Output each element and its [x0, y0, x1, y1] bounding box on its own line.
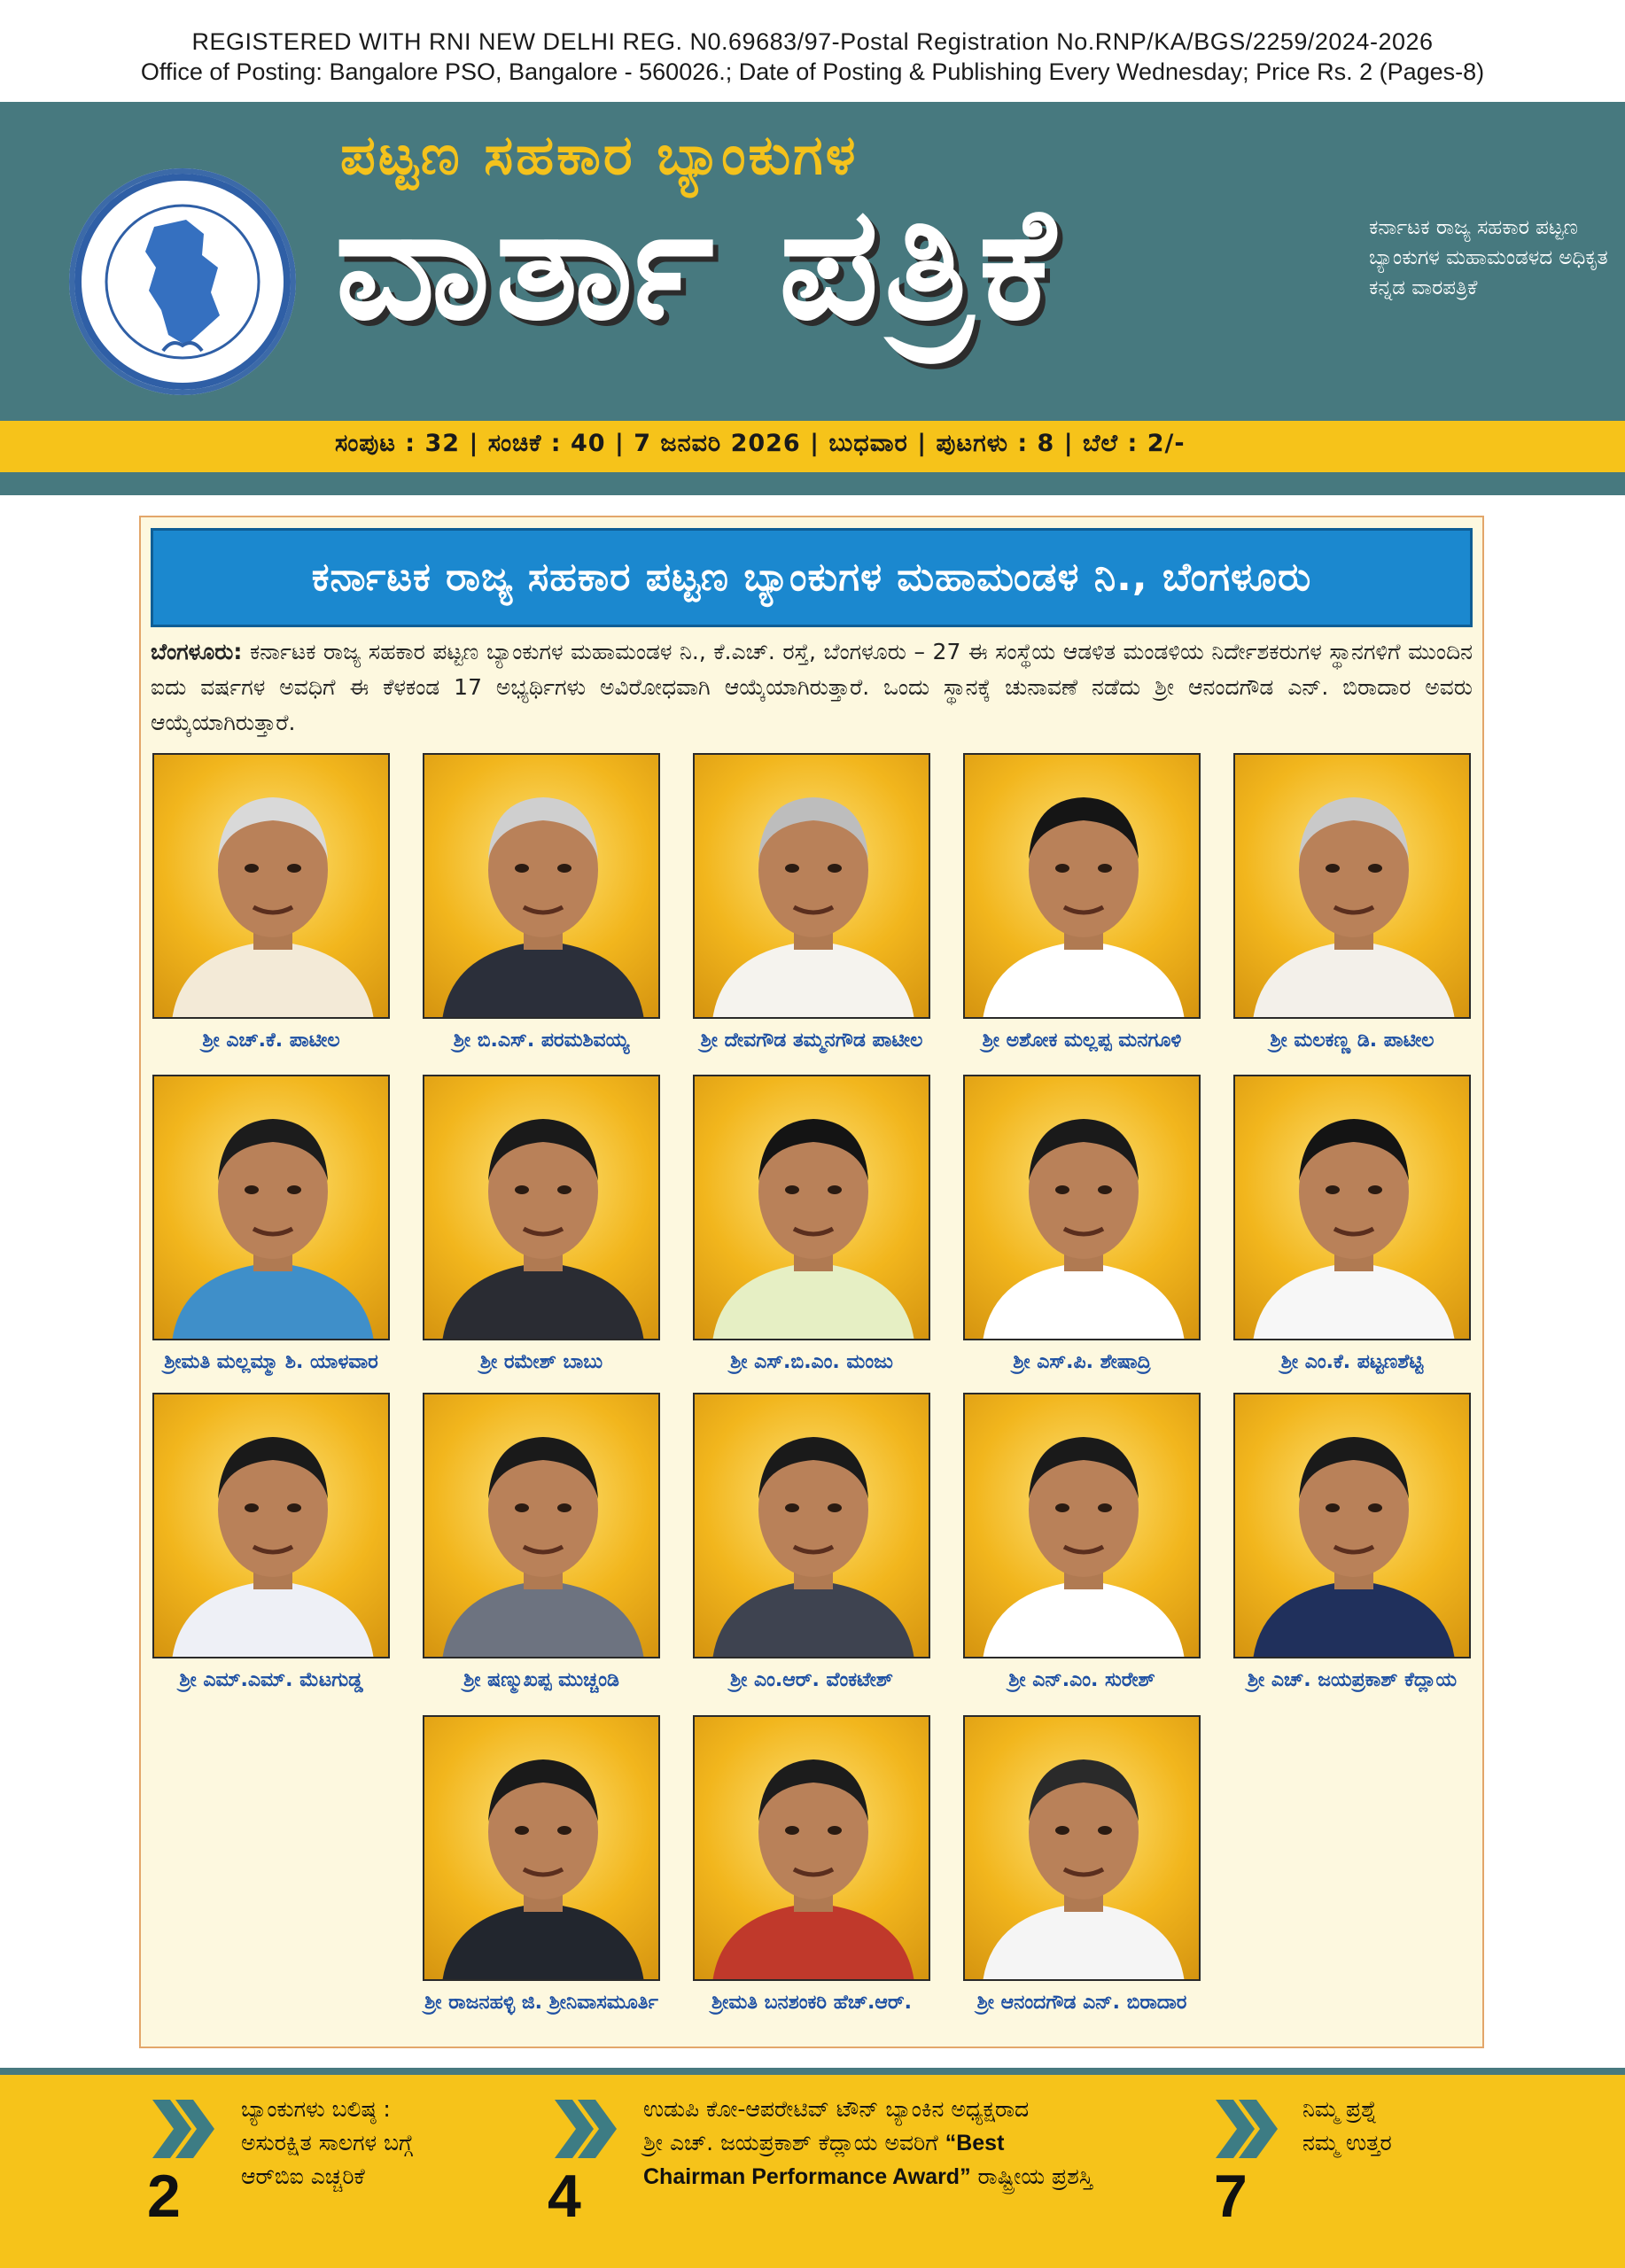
member-portrait	[693, 1075, 930, 1340]
member-name: ಶ್ರೀ ದೇವಗೌಡ ತಮ್ಮನಗೌಡ ಪಾಟೀಲ	[700, 1029, 923, 1052]
member-portrait	[1233, 1393, 1471, 1658]
dateline: ಬೆಂಗಳೂರು:	[151, 639, 243, 664]
teaser-line: ನಿಮ್ಮ ಪ್ರಶ್ನೆ	[1302, 2096, 1378, 2122]
member-portrait	[963, 753, 1201, 1019]
teaser-line	[643, 2126, 1092, 2160]
member-name: ಶ್ರೀ ಮಲಕಣ್ಣ ಡಿ. ಪಾಟೀಲ	[1270, 1029, 1435, 1052]
member-name: ಶ್ರೀ ಎಚ್. ಜಯಪ್ರಕಾಶ್ ಕೆದ್ಲಾಯ	[1247, 1669, 1458, 1691]
portrait-icon	[695, 1076, 930, 1340]
member-portrait	[1233, 1075, 1471, 1340]
teaser-line	[643, 2160, 1092, 2194]
feature-headline: ಕರ್ನಾಟಕ ರಾಜ್ಯ ಸಹಕಾರ ಪಟ್ಟಣ ಬ್ಯಾಂಕುಗಳ ಮಹಾಮಂಡಳ ನಿ., ಬೆಂಗಳೂರು	[311, 555, 1312, 600]
portrait-icon	[965, 1394, 1201, 1658]
teaser-page-number: 4	[548, 2163, 581, 2230]
federation-logo	[69, 168, 296, 395]
member-name: ಶ್ರೀ ಷಣ್ಮುಖಪ್ಪ ಮುಚ್ಚಂಡಿ	[463, 1669, 619, 1691]
member-portrait	[963, 1715, 1201, 1981]
member-portrait	[423, 1393, 660, 1658]
member-name: ಶ್ರೀ ರಾಜನಹಳ್ಳಿ ಜಿ. ಶ್ರೀನಿವಾಸಮೂರ್ತಿ	[424, 1992, 658, 2014]
member-name: ಶ್ರೀ ಆನಂದಗೌಡ ಎನ್. ಬಿರಾದಾರ	[976, 1992, 1187, 2014]
chevron-right-icon	[555, 2100, 617, 2158]
member-portrait	[693, 1393, 930, 1658]
portrait-icon	[424, 1076, 660, 1340]
member-name: ಶ್ರೀ ಬಿ.ಎಸ್. ಪರಮಶಿವಯ್ಯ	[453, 1029, 630, 1052]
teaser-fragment: “Best	[945, 2131, 1005, 2155]
member-portrait	[423, 753, 660, 1019]
footer-divider	[0, 2068, 1625, 2075]
member-portrait	[423, 1715, 660, 1981]
member-name: ಶ್ರೀ ರಮೇಶ್ ಬಾಬು	[479, 1351, 603, 1373]
member-name: ಶ್ರೀ ಎಂ.ಕೆ. ಪಟ್ಟಣಶೆಟ್ಟಿ	[1280, 1351, 1424, 1373]
member-name: ಶ್ರೀ ಅಶೋಕ ಮಲ್ಲಪ್ಪ ಮನಗೂಳಿ	[982, 1029, 1182, 1052]
portrait-icon	[154, 1394, 390, 1658]
member-portrait	[693, 1715, 930, 1981]
member-portrait	[1233, 753, 1471, 1019]
member-name: ಶ್ರೀಮತಿ ಮಲ್ಲಮ್ಮಾ ಶಿ. ಯಾಳವಾರ	[164, 1351, 378, 1373]
teaser-fragment: ಶ್ರೀ ಎಚ್. ಜಯಪ್ರಕಾಶ್ ಕೆದ್ಲಾಯ ಅವರಿಗೆ	[643, 2130, 945, 2155]
portrait-icon	[154, 755, 390, 1019]
member-portrait	[152, 1075, 390, 1340]
portrait-icon	[1235, 755, 1471, 1019]
teaser-text[interactable]	[1302, 2093, 1392, 2160]
portrait-icon	[424, 755, 660, 1019]
issue-details: ಸಂಪುಟ : 32 | ಸಂಚಿಕೆ : 40 | 7 ಜನವರಿ 2026 | ಬುಧವಾರ | ಪುಟಗಳು : 8 | ಬೆಲೆ : 2/-	[335, 430, 1186, 457]
member-name: ಶ್ರೀ ಎಚ್.ಕೆ. ಪಾಟೀಲ	[202, 1029, 340, 1052]
teaser-page-number: 2	[147, 2163, 181, 2230]
chevron-right-icon	[1216, 2100, 1278, 2158]
member-name: ಶ್ರೀ ಎಸ್.ಬಿ.ಎಂ. ಮಂಜು	[730, 1351, 893, 1373]
teaser-text[interactable]	[643, 2093, 1092, 2194]
feature-intro	[151, 634, 1473, 741]
karnataka-map-logo-icon	[69, 168, 296, 395]
registration-line: REGISTERED WITH RNI NEW DELHI REG. N0.69683/97-Postal Registration No.RNP/KA/BGS/2259/2024-2026	[191, 28, 1434, 55]
teaser-fragment: Chairman Performance Award”	[643, 2164, 971, 2189]
posting-info-line: Office of Posting: Bangalore PSO, Bangalore - 560026.; Date of Posting & Publishing Every Wednesday; Price Rs. 2 (Pages-8)	[140, 58, 1485, 85]
portrait-icon	[695, 1394, 930, 1658]
portrait-icon	[1235, 1394, 1471, 1658]
member-name: ಶ್ರೀ ಎನ್.ಎಂ. ಸುರೇಶ್	[1008, 1669, 1155, 1691]
teaser-fragment: ರಾಷ್ಟ್ರೀಯ ಪ್ರಶಸ್ತಿ	[970, 2163, 1093, 2189]
member-portrait	[963, 1075, 1201, 1340]
member-portrait	[152, 753, 390, 1019]
teaser-line: ಉಡುಪಿ ಕೋ-ಆಪರೇಟಿವ್ ಟೌನ್ ಬ್ಯಾಂಕಿನ ಅಧ್ಯಕ್ಷರಾದ	[643, 2096, 1030, 2122]
member-portrait	[423, 1075, 660, 1340]
portrait-icon	[154, 1076, 390, 1340]
portrait-icon	[695, 1717, 930, 1981]
teaser-text[interactable]	[241, 2093, 413, 2194]
masthead-side-note: ಕರ್ನಾಟಕ ರಾಜ್ಯ ಸಹಕಾರ ಪಟ್ಟಣ ಬ್ಯಾಂಕುಗಳ ಮಹಾಮಂಡಳದ ಅಧಿಕೃತ ಕನ್ನಡ ವಾರಪತ್ರಿಕೆ	[1369, 216, 1608, 299]
masthead-kicker: ಪಟ್ಟಣ ಸಹಕಾರ ಬ್ಯಾಂಕುಗಳ	[340, 122, 859, 187]
portrait-icon	[424, 1717, 660, 1981]
portrait-icon	[965, 755, 1201, 1019]
portrait-icon	[965, 1076, 1201, 1340]
portrait-icon	[695, 755, 930, 1019]
chevron-right-icon	[152, 2100, 214, 2158]
portrait-icon	[424, 1394, 660, 1658]
member-name: ಶ್ರೀ ಎಂ.ಆರ್. ವೆಂಕಟೇಶ್	[729, 1669, 893, 1691]
member-portrait	[963, 1393, 1201, 1658]
member-portrait	[693, 753, 930, 1019]
teaser-page-number: 7	[1214, 2163, 1248, 2230]
intro-body: ಕರ್ನಾಟಕ ರಾಜ್ಯ ಸಹಕಾರ ಪಟ್ಟಣ ಬ್ಯಾಂಕುಗಳ ಮಹಾಮಂಡಳ ನಿ., ಕೆ.ಎಚ್. ರಸ್ತೆ, ಬೆಂಗಳೂರು – 27 ಈ ಸಂಸ್ಥೆಯ ಆಡಳಿತ ಮಂಡಳಿಯ ನಿರ್ದೇಶಕರುಗಳ ಸ್ಥಾನಗಳಿಗೆ ಮುಂದಿನ ಐದು ವರ್ಷಗಳ ಅವಧಿಗೆ ಈ ಕೆಳಕಂಡ 17 ಅಭ್ಯರ್ಥಿಗಳು ಅವಿರೋಧವಾಗಿ ಆಯ್ಕೆಯಾಗಿರುತ್ತಾರೆ. ಒಂದು ಸ್ಥಾನಕ್ಕೆ ಚುನಾವಣೆ ನಡೆದು ಶ್ರೀ ಆನಂದಗೌಡ ಎನ್. ಬಿರಾದಾರ ಅವರು ಆಯ್ಕೆಯಾಗಿರುತ್ತಾರೆ.	[151, 639, 1473, 735]
teaser-line: ಅಸುರಕ್ಷಿತ ಸಾಲಗಳ ಬಗ್ಗೆ	[241, 2130, 413, 2155]
teaser-line: ನಮ್ಮ ಉತ್ತರ	[1302, 2130, 1392, 2155]
member-portrait	[152, 1393, 390, 1658]
portrait-icon	[965, 1717, 1201, 1981]
member-name: ಶ್ರೀಮತಿ ಬನಶಂಕರಿ ಹೆಚ್.ಆರ್.	[711, 1992, 912, 2014]
divider-strip	[0, 472, 1625, 495]
teaser-line: ಬ್ಯಾಂಕುಗಳು ಬಲಿಷ್ಠ :	[241, 2096, 391, 2122]
portrait-icon	[1235, 1076, 1471, 1340]
teaser-line: ಆರ್‌ಬಿಐ ಎಚ್ಚರಿಕೆ	[241, 2163, 365, 2189]
member-name: ಶ್ರೀ ಎಮ್.ಎಮ್. ಮೆಟಗುಡ್ಡ	[179, 1669, 363, 1691]
member-name: ಶ್ರೀ ಎಸ್.ಪಿ. ಶೇಷಾದ್ರಿ	[1013, 1351, 1151, 1373]
newspaper-title: ವಾರ್ತಾ ಪತ್ರಿಕೆ	[335, 173, 1061, 354]
